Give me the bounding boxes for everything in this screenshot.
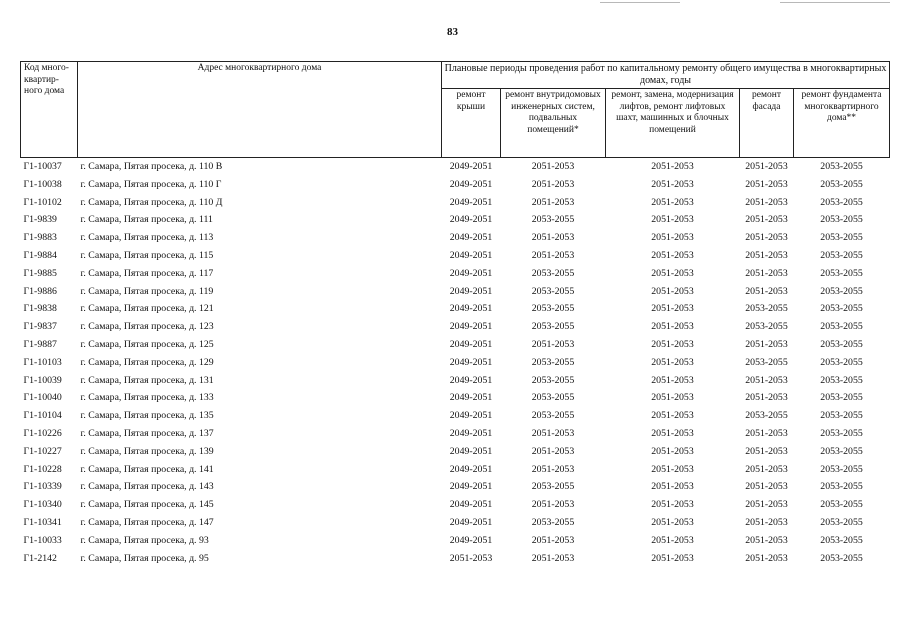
cell-roof-period: 2049-2051 bbox=[449, 161, 493, 172]
cell-address: г. Самара, Пятая просека, д. 143 bbox=[80, 481, 214, 493]
cell-roof-period: 2049-2051 bbox=[449, 178, 493, 190]
header-periods: Плановые периоды проведения работ по капитальному ремонту общего имущества в многоквартирных домах, годы bbox=[442, 62, 890, 89]
cell-roof-period: 2049-2051 bbox=[449, 481, 493, 493]
cell-roof-period: 2049-2051 bbox=[449, 445, 493, 457]
cell-facade-period: 2051-2053 bbox=[745, 392, 788, 404]
cell-code: Г1-10227 bbox=[23, 445, 62, 457]
cell-address: г. Самара, Пятая просека, д. 137 bbox=[80, 427, 214, 439]
cell-foundation-period: 2053-2055 bbox=[820, 267, 863, 279]
cell-systems-period: 2051-2053 bbox=[531, 552, 575, 564]
cell-facade-period: 2051-2053 bbox=[745, 499, 788, 511]
cell-facade-period: 2051-2053 bbox=[745, 516, 788, 528]
cell-code: Г1-10340 bbox=[23, 499, 62, 511]
table-row bbox=[21, 389, 890, 407]
cell-roof-period: 2049-2051 bbox=[449, 196, 493, 208]
cell-address: г. Самара, Пятая просека, д. 93 bbox=[80, 534, 209, 546]
cell-address: г. Самара, Пятая просека, д. 110 В bbox=[80, 161, 223, 172]
cell-systems-period: 2053-2055 bbox=[531, 303, 575, 315]
cell-address: г. Самара, Пятая просека, д. 121 bbox=[80, 303, 214, 315]
cell-address: г. Самара, Пятая просека, д. 129 bbox=[80, 356, 214, 368]
cell-systems-period: 2053-2055 bbox=[531, 410, 575, 422]
table-row bbox=[21, 265, 890, 283]
cell-elevators-period: 2051-2053 bbox=[651, 463, 694, 475]
cell-address: г. Самара, Пятая просека, д. 117 bbox=[80, 267, 214, 279]
cell-systems-period: 2051-2053 bbox=[531, 196, 575, 208]
cell-foundation-period: 2053-2055 bbox=[820, 161, 863, 172]
cell-elevators-period: 2051-2053 bbox=[651, 196, 694, 208]
cell-facade-period: 2053-2055 bbox=[745, 321, 788, 333]
cell-roof-period: 2049-2051 bbox=[449, 267, 493, 279]
header-foundation: ремонт фундамента многоквартирного дома** bbox=[794, 89, 890, 158]
cell-elevators-period: 2051-2053 bbox=[651, 321, 694, 333]
table-row bbox=[21, 194, 890, 212]
cell-address: г. Самара, Пятая просека, д. 111 bbox=[80, 214, 213, 226]
cell-systems-period: 2053-2055 bbox=[531, 356, 575, 368]
cell-systems-period: 2051-2053 bbox=[531, 463, 575, 475]
cell-systems-period: 2051-2053 bbox=[531, 232, 575, 244]
cell-address: г. Самара, Пятая просека, д. 125 bbox=[80, 338, 214, 350]
cell-facade-period: 2053-2055 bbox=[745, 356, 788, 368]
cell-code: Г1-10104 bbox=[23, 410, 62, 422]
cell-elevators-period: 2051-2053 bbox=[651, 552, 694, 564]
cell-address: г. Самара, Пятая просека, д. 95 bbox=[80, 552, 209, 564]
cell-elevators-period: 2051-2053 bbox=[651, 499, 694, 511]
header-address: Адрес многоквартирного дома bbox=[78, 62, 442, 158]
table-row bbox=[21, 318, 890, 336]
cell-elevators-period: 2051-2053 bbox=[651, 214, 694, 226]
cell-elevators-period: 2051-2053 bbox=[651, 232, 694, 244]
cell-address: г. Самара, Пятая просека, д. 133 bbox=[80, 392, 214, 404]
cell-systems-period: 2051-2053 bbox=[531, 445, 575, 457]
cell-facade-period: 2051-2053 bbox=[745, 161, 788, 172]
cell-code: Г1-9839 bbox=[23, 214, 57, 226]
cell-foundation-period: 2053-2055 bbox=[820, 445, 863, 457]
cell-roof-period: 2049-2051 bbox=[449, 303, 493, 315]
table-row bbox=[21, 532, 890, 550]
cell-code: Г1-9886 bbox=[23, 285, 57, 297]
header-roof: ремонт крыши bbox=[442, 89, 501, 158]
cell-facade-period: 2051-2053 bbox=[745, 267, 788, 279]
cell-elevators-period: 2051-2053 bbox=[651, 427, 694, 439]
cell-foundation-period: 2053-2055 bbox=[820, 499, 863, 511]
cell-systems-period: 2053-2055 bbox=[531, 214, 575, 226]
cell-code: Г1-10102 bbox=[23, 196, 62, 208]
cell-foundation-period: 2053-2055 bbox=[820, 392, 863, 404]
cell-code: Г1-10040 bbox=[23, 392, 62, 404]
cell-systems-period: 2051-2053 bbox=[531, 161, 575, 172]
cell-roof-period: 2049-2051 bbox=[449, 427, 493, 439]
cell-elevators-period: 2051-2053 bbox=[651, 338, 694, 350]
cell-foundation-period: 2053-2055 bbox=[820, 196, 863, 208]
cell-foundation-period: 2053-2055 bbox=[820, 285, 863, 297]
cell-roof-period: 2049-2051 bbox=[449, 249, 493, 261]
cell-code: Г1-9884 bbox=[23, 249, 57, 261]
table-row bbox=[21, 283, 890, 301]
cell-foundation-period: 2053-2055 bbox=[820, 321, 863, 333]
cell-elevators-period: 2051-2053 bbox=[651, 356, 694, 368]
table-row bbox=[21, 158, 890, 176]
cell-facade-period: 2051-2053 bbox=[745, 552, 788, 564]
scan-artifact-line bbox=[780, 2, 890, 3]
cell-address: г. Самара, Пятая просека, д. 147 bbox=[80, 516, 214, 528]
cell-facade-period: 2051-2053 bbox=[745, 481, 788, 493]
cell-roof-period: 2049-2051 bbox=[449, 516, 493, 528]
cell-facade-period: 2051-2053 bbox=[745, 445, 788, 457]
table-body bbox=[21, 158, 890, 568]
table-row bbox=[21, 514, 890, 532]
cell-elevators-period: 2051-2053 bbox=[651, 392, 694, 404]
cell-address: г. Самара, Пятая просека, д. 113 bbox=[80, 232, 214, 244]
cell-systems-period: 2051-2053 bbox=[531, 338, 575, 350]
capital-repair-schedule-table bbox=[20, 61, 890, 567]
cell-systems-period: 2051-2053 bbox=[531, 499, 575, 511]
cell-foundation-period: 2053-2055 bbox=[820, 552, 863, 564]
cell-systems-period: 2051-2053 bbox=[531, 534, 575, 546]
cell-address: г. Самара, Пятая просека, д. 115 bbox=[80, 249, 214, 261]
cell-code: Г1-10038 bbox=[23, 178, 62, 190]
cell-systems-period: 2053-2055 bbox=[531, 321, 575, 333]
cell-code: Г1-9838 bbox=[23, 303, 57, 315]
table-row bbox=[21, 247, 890, 265]
cell-roof-period: 2049-2051 bbox=[449, 534, 493, 546]
cell-code: Г1-10039 bbox=[23, 374, 62, 386]
table-row bbox=[21, 425, 890, 443]
cell-elevators-period: 2051-2053 bbox=[651, 285, 694, 297]
cell-roof-period: 2049-2051 bbox=[449, 410, 493, 422]
cell-systems-period: 2053-2055 bbox=[531, 481, 575, 493]
scan-artifact-line bbox=[600, 2, 680, 3]
cell-foundation-period: 2053-2055 bbox=[820, 534, 863, 546]
cell-systems-period: 2053-2055 bbox=[531, 267, 575, 279]
table-header bbox=[21, 62, 890, 158]
cell-elevators-period: 2051-2053 bbox=[651, 161, 694, 172]
cell-systems-period: 2053-2055 bbox=[531, 285, 575, 297]
cell-facade-period: 2051-2053 bbox=[745, 285, 788, 297]
cell-foundation-period: 2053-2055 bbox=[820, 410, 863, 422]
cell-facade-period: 2051-2053 bbox=[745, 178, 788, 190]
table-row bbox=[21, 354, 890, 372]
cell-code: Г1-9837 bbox=[23, 321, 57, 333]
cell-foundation-period: 2053-2055 bbox=[820, 356, 863, 368]
cell-elevators-period: 2051-2053 bbox=[651, 178, 694, 190]
cell-foundation-period: 2053-2055 bbox=[820, 481, 863, 493]
table-row bbox=[21, 336, 890, 354]
cell-code: Г1-9887 bbox=[23, 338, 57, 350]
table-row bbox=[21, 407, 890, 425]
cell-code: Г1-10226 bbox=[23, 427, 62, 439]
cell-roof-period: 2049-2051 bbox=[449, 392, 493, 404]
cell-elevators-period: 2051-2053 bbox=[651, 445, 694, 457]
cell-roof-period: 2049-2051 bbox=[449, 321, 493, 333]
cell-roof-period: 2049-2051 bbox=[449, 356, 493, 368]
cell-code: Г1-10339 bbox=[23, 481, 62, 493]
cell-roof-period: 2049-2051 bbox=[449, 338, 493, 350]
cell-foundation-period: 2053-2055 bbox=[820, 427, 863, 439]
cell-roof-period: 2049-2051 bbox=[449, 214, 493, 226]
cell-roof-period: 2049-2051 bbox=[449, 285, 493, 297]
cell-systems-period: 2051-2053 bbox=[531, 427, 575, 439]
cell-foundation-period: 2053-2055 bbox=[820, 374, 863, 386]
cell-address: г. Самара, Пятая просека, д. 145 bbox=[80, 499, 214, 511]
cell-elevators-period: 2051-2053 bbox=[651, 249, 694, 261]
cell-code: Г1-9885 bbox=[23, 267, 57, 279]
cell-elevators-period: 2051-2053 bbox=[651, 410, 694, 422]
cell-facade-period: 2053-2055 bbox=[745, 410, 788, 422]
cell-foundation-period: 2053-2055 bbox=[820, 249, 863, 261]
cell-address: г. Самара, Пятая просека, д. 131 bbox=[80, 374, 214, 386]
cell-facade-period: 2051-2053 bbox=[745, 534, 788, 546]
cell-elevators-period: 2051-2053 bbox=[651, 267, 694, 279]
cell-code: Г1-10341 bbox=[23, 516, 62, 528]
cell-address: г. Самара, Пятая просека, д. 119 bbox=[80, 285, 214, 297]
cell-address: г. Самара, Пятая просека, д. 135 bbox=[80, 410, 214, 422]
cell-code: Г1-10103 bbox=[23, 356, 62, 368]
cell-systems-period: 2053-2055 bbox=[531, 374, 575, 386]
cell-foundation-period: 2053-2055 bbox=[820, 214, 863, 226]
cell-roof-period: 2051-2053 bbox=[449, 552, 493, 564]
cell-foundation-period: 2053-2055 bbox=[820, 338, 863, 350]
page-number: 83 bbox=[447, 26, 458, 38]
cell-roof-period: 2049-2051 bbox=[449, 232, 493, 244]
cell-roof-period: 2049-2051 bbox=[449, 499, 493, 511]
cell-code: Г1-10037 bbox=[23, 161, 62, 172]
cell-code: Г1-10228 bbox=[23, 463, 62, 475]
cell-facade-period: 2051-2053 bbox=[745, 463, 788, 475]
cell-address: г. Самара, Пятая просека, д. 141 bbox=[80, 463, 214, 475]
cell-facade-period: 2051-2053 bbox=[745, 232, 788, 244]
cell-facade-period: 2051-2053 bbox=[745, 338, 788, 350]
cell-systems-period: 2051-2053 bbox=[531, 178, 575, 190]
cell-address: г. Самара, Пятая просека, д. 123 bbox=[80, 321, 214, 333]
header-code: Код много-квартир-ного дома bbox=[21, 62, 78, 158]
cell-code: Г1-9883 bbox=[23, 232, 57, 244]
cell-elevators-period: 2051-2053 bbox=[651, 481, 694, 493]
cell-systems-period: 2051-2053 bbox=[531, 249, 575, 261]
cell-address: г. Самара, Пятая просека, д. 110 Г bbox=[80, 178, 222, 190]
cell-elevators-period: 2051-2053 bbox=[651, 516, 694, 528]
cell-elevators-period: 2051-2053 bbox=[651, 534, 694, 546]
cell-code: Г1-10033 bbox=[23, 534, 62, 546]
cell-elevators-period: 2051-2053 bbox=[651, 374, 694, 386]
table-row bbox=[21, 211, 890, 229]
header-elevators: ремонт, замена, модернизация лифтов, ремонт лифтовых шахт, машинных и блочных помещений bbox=[606, 89, 740, 158]
table-row bbox=[21, 443, 890, 461]
table-row bbox=[21, 461, 890, 479]
cell-code: Г1-2142 bbox=[23, 552, 57, 564]
table-row bbox=[21, 496, 890, 514]
table-row bbox=[21, 176, 890, 194]
cell-roof-period: 2049-2051 bbox=[449, 374, 493, 386]
header-facade: ремонт фасада bbox=[740, 89, 794, 158]
cell-foundation-period: 2053-2055 bbox=[820, 463, 863, 475]
header-row-top bbox=[21, 62, 890, 89]
cell-facade-period: 2051-2053 bbox=[745, 214, 788, 226]
table-row bbox=[21, 550, 890, 568]
cell-facade-period: 2053-2055 bbox=[745, 303, 788, 315]
table-row bbox=[21, 300, 890, 318]
cell-elevators-period: 2051-2053 bbox=[651, 303, 694, 315]
cell-foundation-period: 2053-2055 bbox=[820, 303, 863, 315]
cell-address: г. Самара, Пятая просека, д. 139 bbox=[80, 445, 214, 457]
cell-foundation-period: 2053-2055 bbox=[820, 232, 863, 244]
table-row bbox=[21, 478, 890, 496]
header-systems: ремонт внутридомовых инженерных систем, подвальных помещений* bbox=[501, 89, 606, 158]
cell-systems-period: 2053-2055 bbox=[531, 516, 575, 528]
table-row bbox=[21, 372, 890, 390]
cell-foundation-period: 2053-2055 bbox=[820, 516, 863, 528]
cell-foundation-period: 2053-2055 bbox=[820, 178, 863, 190]
cell-facade-period: 2051-2053 bbox=[745, 427, 788, 439]
cell-facade-period: 2051-2053 bbox=[745, 196, 788, 208]
cell-address: г. Самара, Пятая просека, д. 110 Д bbox=[80, 196, 223, 208]
cell-roof-period: 2049-2051 bbox=[449, 463, 493, 475]
table-row bbox=[21, 229, 890, 247]
cell-facade-period: 2051-2053 bbox=[745, 249, 788, 261]
cell-facade-period: 2051-2053 bbox=[745, 374, 788, 386]
cell-systems-period: 2053-2055 bbox=[531, 392, 575, 404]
